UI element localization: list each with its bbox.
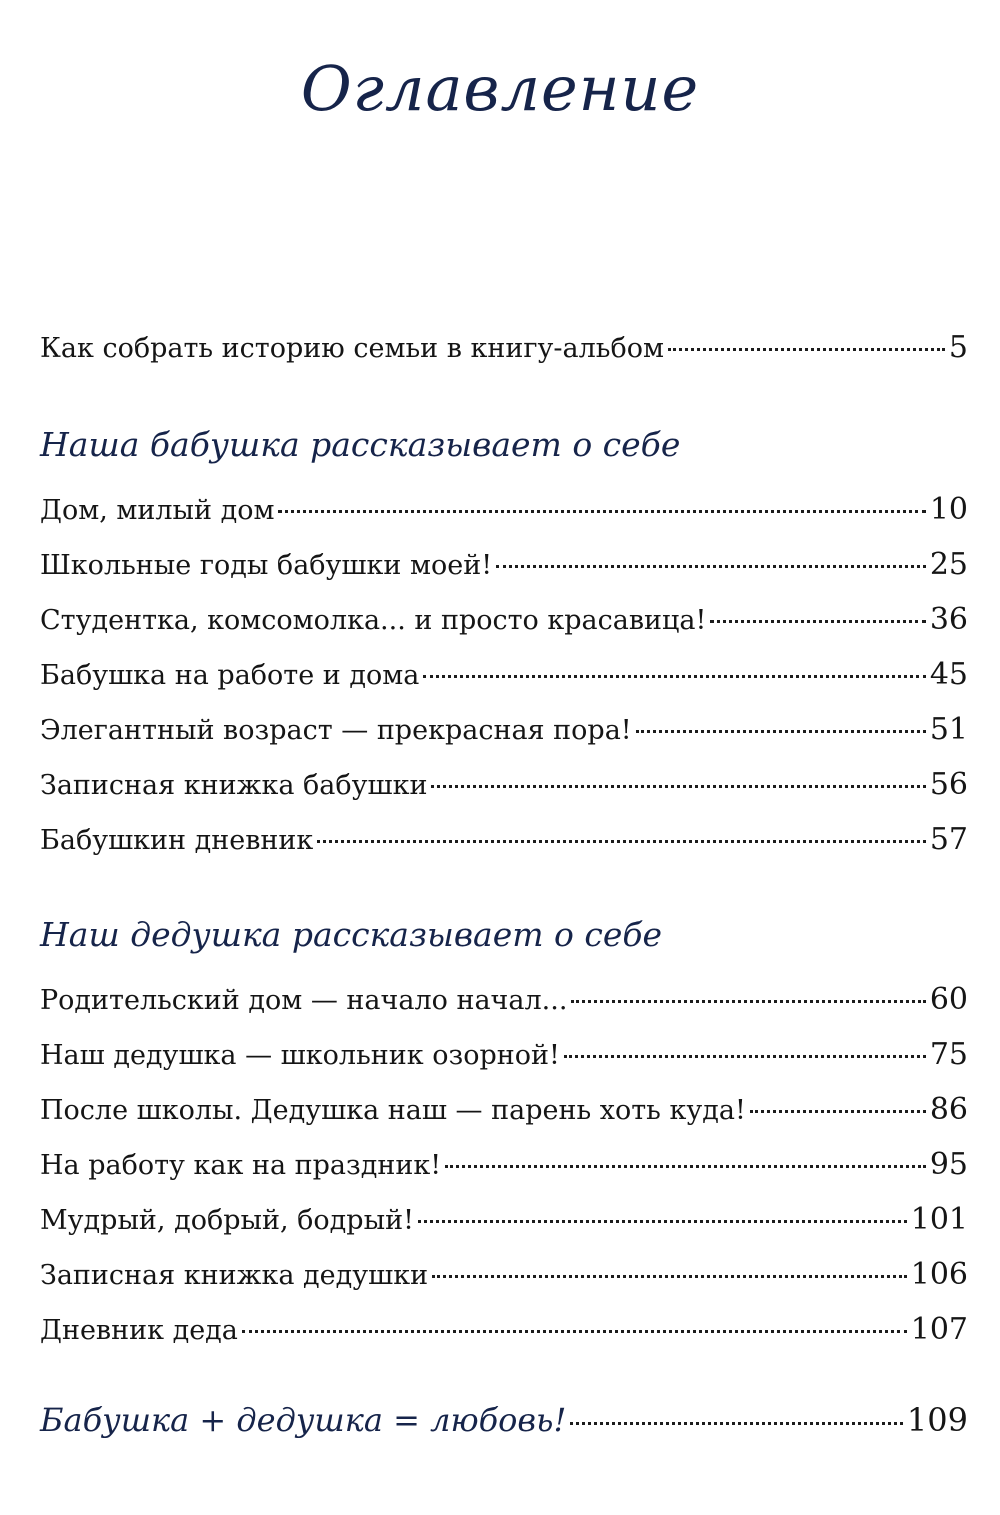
dot-leader [278,510,925,513]
dot-leader [242,1330,907,1333]
toc-entry[interactable] [40,1200,968,1240]
dot-leader [668,348,945,351]
dot-leader [496,565,926,568]
entry-page: 45 [929,657,968,692]
entry-label: После школы. Дедушка наш — парень хоть куда! [40,1095,746,1126]
toc-entry[interactable] [40,545,968,585]
entry-page: 106 [910,1257,968,1292]
dot-leader [636,730,926,733]
dot-leader [431,785,925,788]
dot-leader [564,1055,926,1058]
toc-entry[interactable] [40,1035,968,1075]
toc-entry[interactable] [40,710,968,750]
toc-entry-final[interactable] [40,1400,968,1440]
toc-entry[interactable] [40,980,968,1020]
entry-page: 57 [929,822,968,857]
entry-label: Бабушка + дедушка = любовь! [40,1401,567,1439]
entry-label: Мудрый, добрый, бодрый! [40,1205,414,1236]
toc-entry[interactable] [40,1090,968,1130]
dot-leader [423,675,925,678]
dot-leader [445,1165,926,1168]
toc-entry[interactable] [40,490,968,530]
entry-page: 25 [929,547,968,582]
entry-page: 10 [929,492,968,527]
section-heading-grandma: Наша бабушка рассказывает о себе [40,425,681,464]
entry-page: 95 [929,1147,968,1182]
entry-page: 60 [929,982,968,1017]
entry-label: Студентка, комсомолка... и просто красавица! [40,605,707,636]
page-title: Оглавление [300,52,700,125]
entry-page: 75 [929,1037,968,1072]
entry-page: 107 [910,1312,968,1347]
entry-label: Бабушкин дневник [40,825,314,856]
dot-leader [710,620,925,623]
entry-label: Как собрать историю семьи в книгу-альбом [40,333,665,364]
dot-leader [570,1422,903,1425]
entry-page: 36 [929,602,968,637]
entry-page: 109 [906,1401,968,1439]
dot-leader [750,1110,926,1113]
entry-page: 51 [929,712,968,747]
entry-label: Бабушка на работе и дома [40,660,420,691]
entry-label: Записная книжка дедушки [40,1260,429,1291]
dot-leader [571,1000,925,1003]
entry-label: Дом, милый дом [40,495,275,526]
toc-entry[interactable] [40,655,968,695]
dot-leader [418,1220,907,1223]
section-heading-grandpa: Наш дедушка рассказывает о себе [40,915,663,954]
toc-entry[interactable] [40,1310,968,1350]
toc-entry[interactable] [40,820,968,860]
entry-label: Записная книжка бабушки [40,770,428,801]
entry-page: 101 [910,1202,968,1237]
toc-entry[interactable] [40,1255,968,1295]
entry-label: Элегантный возраст — прекрасная пора! [40,715,632,746]
entry-page: 86 [929,1092,968,1127]
dot-leader [317,840,926,843]
entry-label: На работу как на праздник! [40,1150,442,1181]
entry-label: Дневник деда [40,1315,238,1346]
entry-label: Родительский дом — начало начал... [40,985,568,1016]
toc-entry[interactable] [40,1145,968,1185]
toc-entry-intro[interactable] [40,328,968,368]
entry-label: Школьные годы бабушки моей! [40,550,493,581]
entry-page: 56 [929,767,968,802]
toc-entry[interactable] [40,765,968,805]
toc-entry[interactable] [40,600,968,640]
entry-page: 5 [948,330,968,365]
entry-label: Наш дедушка — школьник озорной! [40,1040,560,1071]
dot-leader [432,1275,907,1278]
